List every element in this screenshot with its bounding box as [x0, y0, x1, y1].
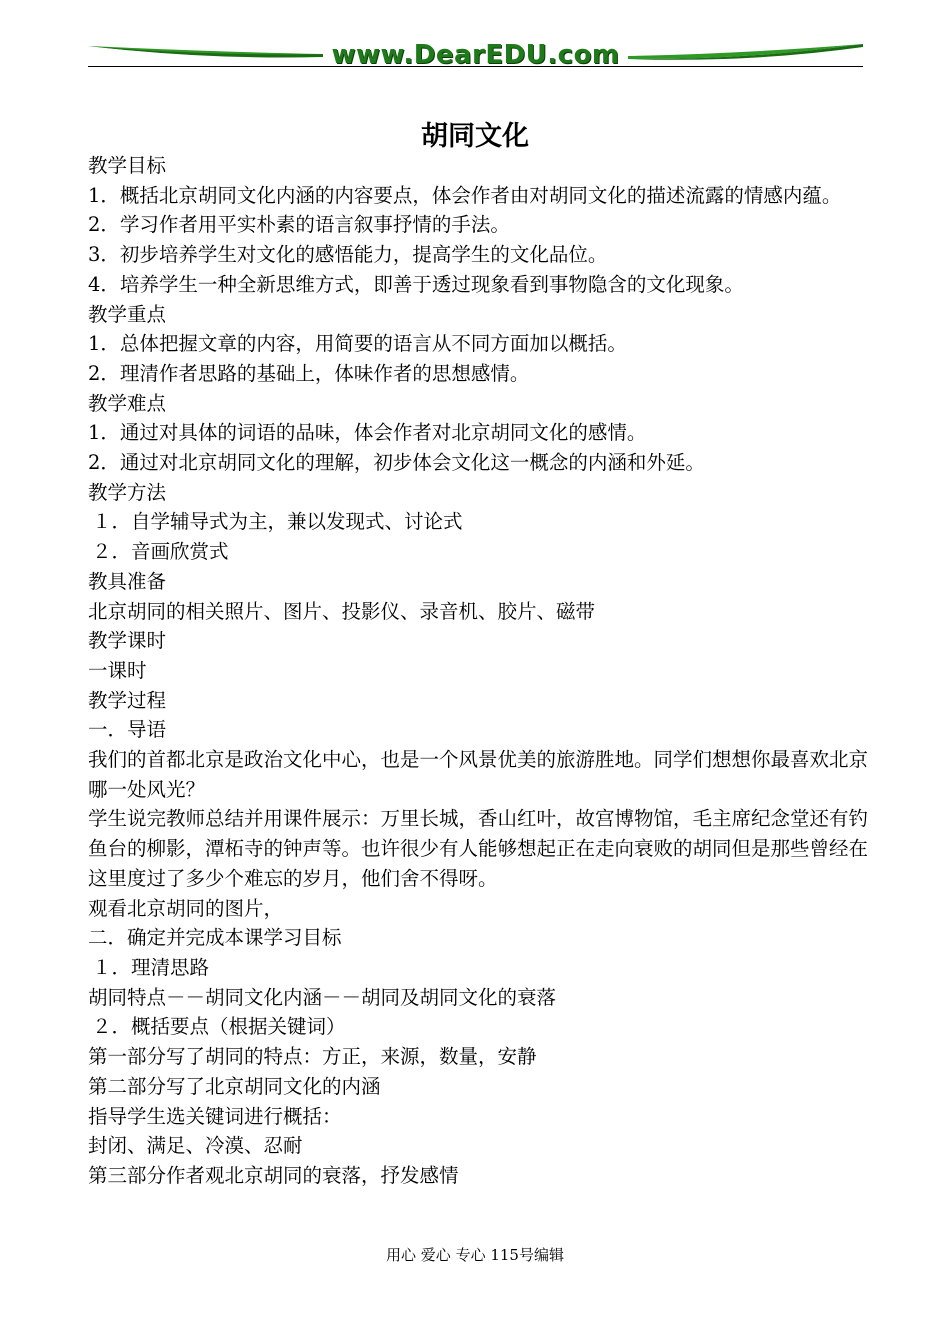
text-line: 第一部分写了胡同的特点：方正，来源，数量，安静 — [88, 1045, 537, 1069]
text-line: １．理清思路 — [92, 955, 210, 979]
text-line: 3．初步培养学生对文化的感悟能力，提高学生的文化品位。 — [88, 243, 608, 267]
header-rule — [88, 66, 863, 67]
text-line: 北京胡同的相关照片、图片、投影仪、录音机、胶片、磁带 — [88, 599, 596, 623]
site-logo: www.DearEDU.com — [331, 40, 620, 70]
text-line: 1．概括北京胡同文化内涵的内容要点，体会作者由对胡同文化的描述流露的情感内蕴。 — [88, 183, 842, 207]
text-line: ２．概括要点（根据关键词） — [92, 1015, 346, 1039]
text-line: 一课时 — [88, 658, 147, 682]
text-line: 教学重点 — [88, 302, 167, 326]
text-line: 教具准备 — [88, 569, 167, 593]
text-line: 第三部分作者观北京胡同的衰落，抒发感情 — [88, 1163, 459, 1187]
text-line: １．自学辅导式为主，兼以发现式、讨论式 — [92, 510, 463, 534]
page-title: 胡同文化 — [421, 121, 529, 152]
text-line: 封闭、满足、冷漠、忍耐 — [88, 1134, 303, 1158]
text-line: 教学难点 — [88, 391, 167, 415]
text-line: 2．学习作者用平实朴素的语言叙事抒情的手法。 — [88, 213, 510, 237]
text-line: 一．导语 — [88, 718, 167, 742]
text-line: 教学课时 — [88, 629, 167, 653]
text-line: 1．通过对具体的词语的品味，体会作者对北京胡同文化的感情。 — [88, 421, 647, 445]
text-line: 教学过程 — [88, 688, 167, 712]
text-line: 胡同特点－－胡同文化内涵－－胡同及胡同文化的衰落 — [88, 985, 557, 1009]
text-line: 1．总体把握文章的内容，用简要的语言从不同方面加以概括。 — [88, 332, 627, 356]
text-line: 教学方法 — [88, 480, 167, 504]
text-line: 2．通过对北京胡同文化的理解，初步体会文化这一概念的内涵和外延。 — [88, 451, 705, 475]
text-line: 4．培养学生一种全新思维方式，即善于透过现象看到事物隐含的文化现象。 — [88, 272, 744, 296]
document-body — [88, 151, 868, 1191]
text-line: 观看北京胡同的图片， — [88, 896, 284, 920]
text-line: ２．音画欣赏式 — [92, 540, 229, 564]
text-line: 二．确定并完成本课学习目标 — [88, 926, 342, 950]
text-line: 教学目标 — [88, 154, 167, 177]
page-footer: 用心 爱心 专心 115号编辑 — [386, 1246, 564, 1264]
text-line: 2．理清作者思路的基础上，体味作者的思想感情。 — [88, 361, 530, 385]
text-line: 指导学生选关键词进行概括： — [88, 1104, 342, 1128]
text-line: 第二部分写了北京胡同文化的内涵 — [88, 1074, 381, 1098]
text-line: 我们的首都北京是政治文化中心，也是一个风景优美的旅游胜地。同学们想想你最喜欢北京哪一处风光？ — [88, 748, 869, 801]
text-line: 学生说完教师总结并用课件展示：万里长城，香山红叶，故宫博物馆，毛主席纪念堂还有钓鱼台的柳影，潭柘寺的钟声等。也许很少有人能够想起正在走向衰败的胡同但是那些曾经在这里度过了多少个难忘的岁月，他们舍不得呀。 — [88, 807, 869, 890]
